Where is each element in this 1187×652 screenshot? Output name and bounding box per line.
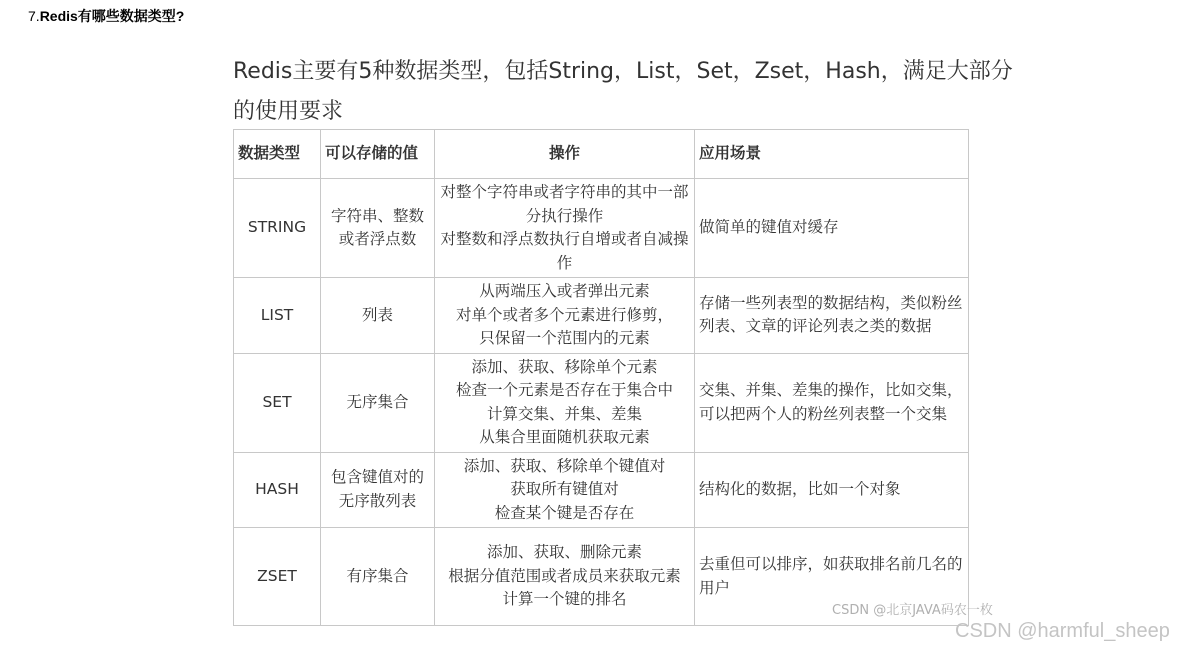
cell-type: LIST bbox=[234, 278, 321, 354]
ops-line: 检查一个元素是否存在于集合中 bbox=[455, 381, 673, 399]
heading-number: 7. bbox=[28, 8, 40, 24]
cell-type: HASH bbox=[234, 452, 321, 528]
intro-line-1: Redis主要有5种数据类型，包括String，List，Set，Zset，Hash，满足大部分 bbox=[233, 59, 1013, 84]
table-row bbox=[234, 278, 969, 354]
ops-line: 从两端压入或者弹出元素 bbox=[479, 282, 650, 300]
cell-type: STRING bbox=[234, 179, 321, 278]
ops-line: 计算一个键的排名 bbox=[502, 590, 627, 609]
ops-line: 只保留一个范围内的元素 bbox=[479, 329, 650, 347]
ops-line: 添加、获取、移除单个键值对 bbox=[463, 456, 666, 475]
cell-ops bbox=[435, 452, 695, 528]
outer-watermark: CSDN @harmful_sheep bbox=[955, 620, 1170, 642]
cell-ops bbox=[435, 528, 695, 626]
heading-text: Redis有哪些数据类型? bbox=[39, 8, 185, 24]
ops-line: 对整个字符串或者字符串的其中一部分执行操作 bbox=[440, 183, 689, 225]
section-heading bbox=[28, 6, 184, 26]
cell-use: 存储一些列表型的数据结构，类似粉丝列表、文章的评论列表之类的数据 bbox=[695, 278, 969, 354]
cell-value: 字符串、整数或者浮点数 bbox=[321, 179, 435, 278]
table-row bbox=[234, 353, 969, 452]
cell-type: ZSET bbox=[234, 528, 321, 626]
ops-line: 根据分值范围或者成员来获取元素 bbox=[448, 566, 681, 585]
header-use: 应用场景 bbox=[695, 130, 969, 179]
inner-watermark: CSDN @北京JAVA码农一枚 bbox=[832, 603, 993, 618]
ops-line: 对整数和浮点数执行自增或者自减操作 bbox=[440, 230, 689, 272]
cell-type: SET bbox=[234, 353, 321, 452]
ops-line: 添加、获取、删除元素 bbox=[486, 543, 642, 562]
redis-types-table bbox=[233, 129, 969, 626]
ops-line: 检查某个键是否存在 bbox=[494, 503, 635, 522]
cell-ops bbox=[435, 179, 695, 278]
cell-value: 列表 bbox=[321, 278, 435, 354]
intro-paragraph bbox=[233, 52, 1033, 132]
intro-line-2: 的使用要求 bbox=[233, 99, 344, 124]
ops-line: 对单个或者多个元素进行修剪， bbox=[455, 305, 673, 324]
cell-value: 包含键值对的无序散列表 bbox=[321, 452, 435, 528]
ops-line: 添加、获取、移除单个元素 bbox=[471, 357, 658, 376]
table-row bbox=[234, 179, 969, 278]
header-value: 可以存储的值 bbox=[321, 130, 435, 179]
cell-value: 无序集合 bbox=[321, 353, 435, 452]
header-ops: 操作 bbox=[435, 130, 695, 179]
table-header-row bbox=[234, 130, 969, 179]
ops-line: 获取所有键值对 bbox=[510, 480, 619, 498]
cell-use: 去重但可以排序，如获取排名前几名的用户 bbox=[695, 528, 969, 626]
cell-use: 做简单的键值对缓存 bbox=[695, 179, 969, 278]
ops-line: 从集合里面随机获取元素 bbox=[479, 428, 650, 446]
header-type: 数据类型 bbox=[234, 130, 321, 179]
cell-ops bbox=[435, 353, 695, 452]
cell-value: 有序集合 bbox=[321, 528, 435, 626]
cell-ops bbox=[435, 278, 695, 354]
cell-use: 结构化的数据，比如一个对象 bbox=[695, 452, 969, 528]
cell-use: 交集、并集、差集的操作，比如交集，可以把两个人的粉丝列表整一个交集 bbox=[695, 353, 969, 452]
table-row bbox=[234, 452, 969, 528]
ops-line: 计算交集、并集、差集 bbox=[486, 404, 642, 423]
